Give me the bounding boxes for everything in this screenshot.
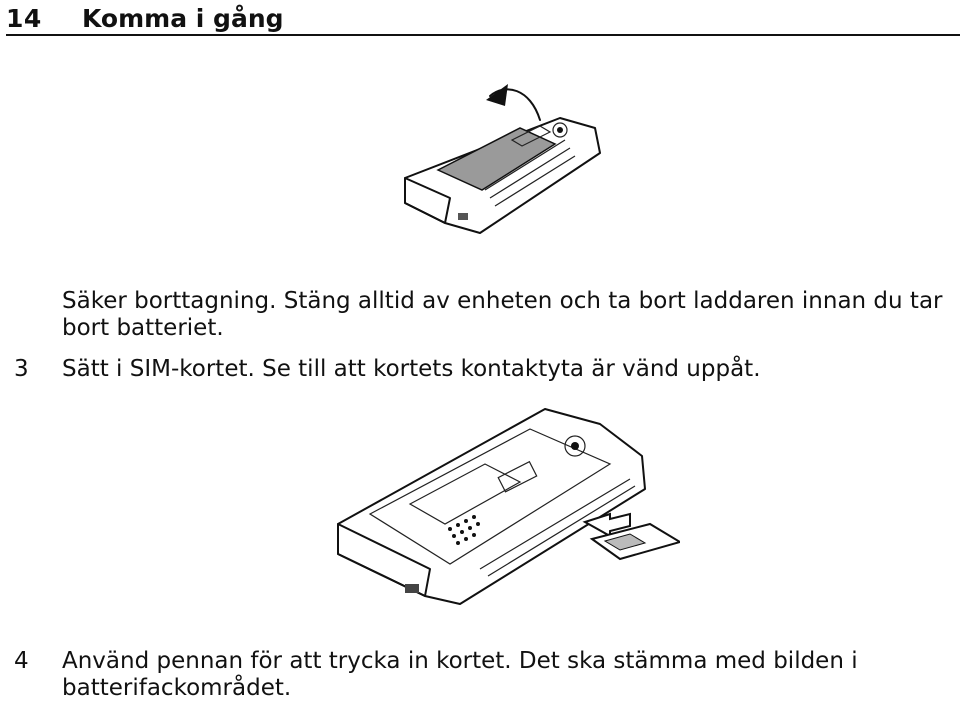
battery-removal-illustration [390, 78, 620, 243]
note-line: Säker borttagning. Stäng alltid av enheten och ta bort laddaren innan du tar [62, 288, 943, 314]
safety-note [62, 288, 943, 342]
step-number: 3 [14, 356, 29, 382]
step-text [62, 648, 858, 702]
step-line: Använd pennan för att trycka in kortet. Det ska stämma med bilden i [62, 648, 858, 674]
step-line: batterifackområdet. [62, 675, 292, 701]
chapter-title: Komma i gång [82, 4, 284, 33]
sim-insert-illustration [330, 404, 680, 614]
note-line: bort batteriet. [62, 315, 224, 341]
page-number: 14 [6, 4, 42, 33]
step-number: 4 [14, 648, 29, 674]
page-header [0, 0, 960, 36]
header-rule [6, 34, 960, 36]
step-text: Sätt i SIM-kortet. Se till att kortets kontaktyta är vänd uppåt. [62, 356, 761, 382]
